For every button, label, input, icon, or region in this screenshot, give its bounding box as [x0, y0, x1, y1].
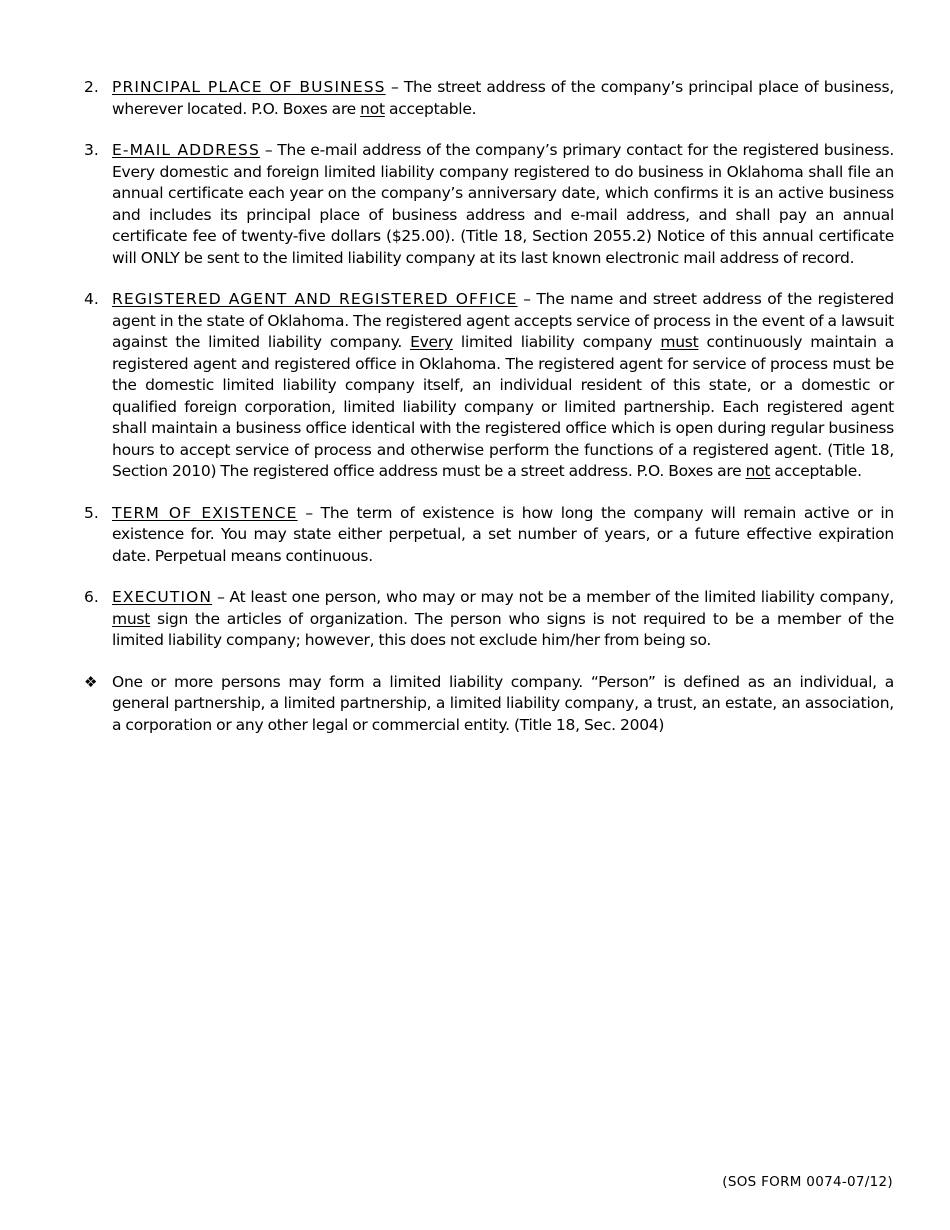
- underlined-word: must: [112, 609, 151, 628]
- item-heading: EXECUTION: [112, 588, 213, 606]
- list-item-execution: [84, 587, 894, 652]
- form-number-footer: (SOS FORM 0074-07/12): [722, 1174, 893, 1190]
- item-heading: REGISTERED AGENT AND REGISTERED OFFICE: [112, 290, 518, 308]
- item-text: [112, 289, 894, 483]
- diamond-bullet-icon: ❖: [84, 672, 98, 691]
- list-item-principal-place: [84, 77, 894, 120]
- text-segment: – At least one person, who may or may not be a member of the limited liability company,: [212, 588, 894, 606]
- underlined-word: must: [660, 333, 699, 351]
- list-item-registered-agent: [84, 289, 894, 483]
- text-segment: acceptable.: [384, 99, 477, 118]
- item-heading: TERM OF EXISTENCE: [112, 503, 298, 522]
- instructions-list: [84, 77, 894, 756]
- item-text: [112, 140, 894, 269]
- item-text: [112, 77, 894, 120]
- list-item-email-address: [84, 140, 894, 269]
- item-text: One or more persons may form a limited liability company. “Person” is defined as an individual, a general partnership, a limited partnership, a limited liability company, a trust, an estate, an association, a corporation or any other legal or commercial entity. (Title 18, Sec. 2004): [112, 672, 894, 734]
- text-segment: – The e-mail address of the company’s primary contact for the registered business. Every domestic and foreign limited liability company registered to do business in Oklahoma shall file an annual certificate each year on the company’s anniversary date, which confirms it is an active business and includes its principal place of business address and e-mail address, and shall pay an annual certificate fee of twenty-five dollars ($25.00). (Title 18, Section 2055.2) Notice of this annual certificate will ONLY be sent to the limited liability company at its last known electronic mail address of record.: [112, 141, 894, 267]
- item-heading: PRINCIPAL PLACE OF BUSINESS: [112, 78, 386, 96]
- underlined-word: Every: [410, 333, 453, 351]
- text-segment: acceptable.: [770, 462, 862, 480]
- text-segment: – The term of existence is how long the company will remain active or in existence for. You may state either perpetual, a set number of years, or a future effective expiration date. Perpetual means continuous.: [112, 503, 894, 565]
- item-text: [112, 503, 894, 568]
- item-heading: E-MAIL ADDRESS: [112, 141, 260, 159]
- text-segment: continuously maintain a registered agent and registered office in Oklahoma. The registered agent for service of process must be the domestic limited liability company itself, an individual resident of this state, or a domestic or qualified foreign corporation, limited liability company or limited partnership. Each registered agent shall maintain a business office identical with the registered office which is open during regular business hours to accept service of process and otherwise perform the functions of a registered agent. (Title 18, Section 2010) The registered office address must be a street address. P.O. Boxes are: [112, 333, 894, 480]
- text-segment: limited liability company: [452, 333, 661, 351]
- text-segment: sign the articles of organization. The person who signs is not required to be a member of the limited liability company; however, this does not exclude him/her from being so.: [112, 609, 894, 649]
- underlined-word: not: [745, 462, 771, 480]
- underlined-word: not: [360, 99, 385, 118]
- item-number: 3.: [84, 141, 99, 159]
- item-number: 6.: [84, 588, 99, 606]
- item-number: 5.: [84, 503, 99, 522]
- list-item-term-of-existence: [84, 503, 894, 568]
- text-segment: – The name and street address of the registered agent in the state of Oklahoma. The registered agent accepts service of process in the event of a lawsuit against the limited liability company.: [112, 290, 894, 351]
- item-number: 4.: [84, 290, 99, 308]
- item-text: [112, 587, 894, 652]
- text-segment: – The street address of the company’s principal place of business, wherever located. P.O. Boxes are: [112, 78, 895, 118]
- list-item-person-definition: [84, 672, 894, 737]
- item-number: 2.: [84, 78, 99, 96]
